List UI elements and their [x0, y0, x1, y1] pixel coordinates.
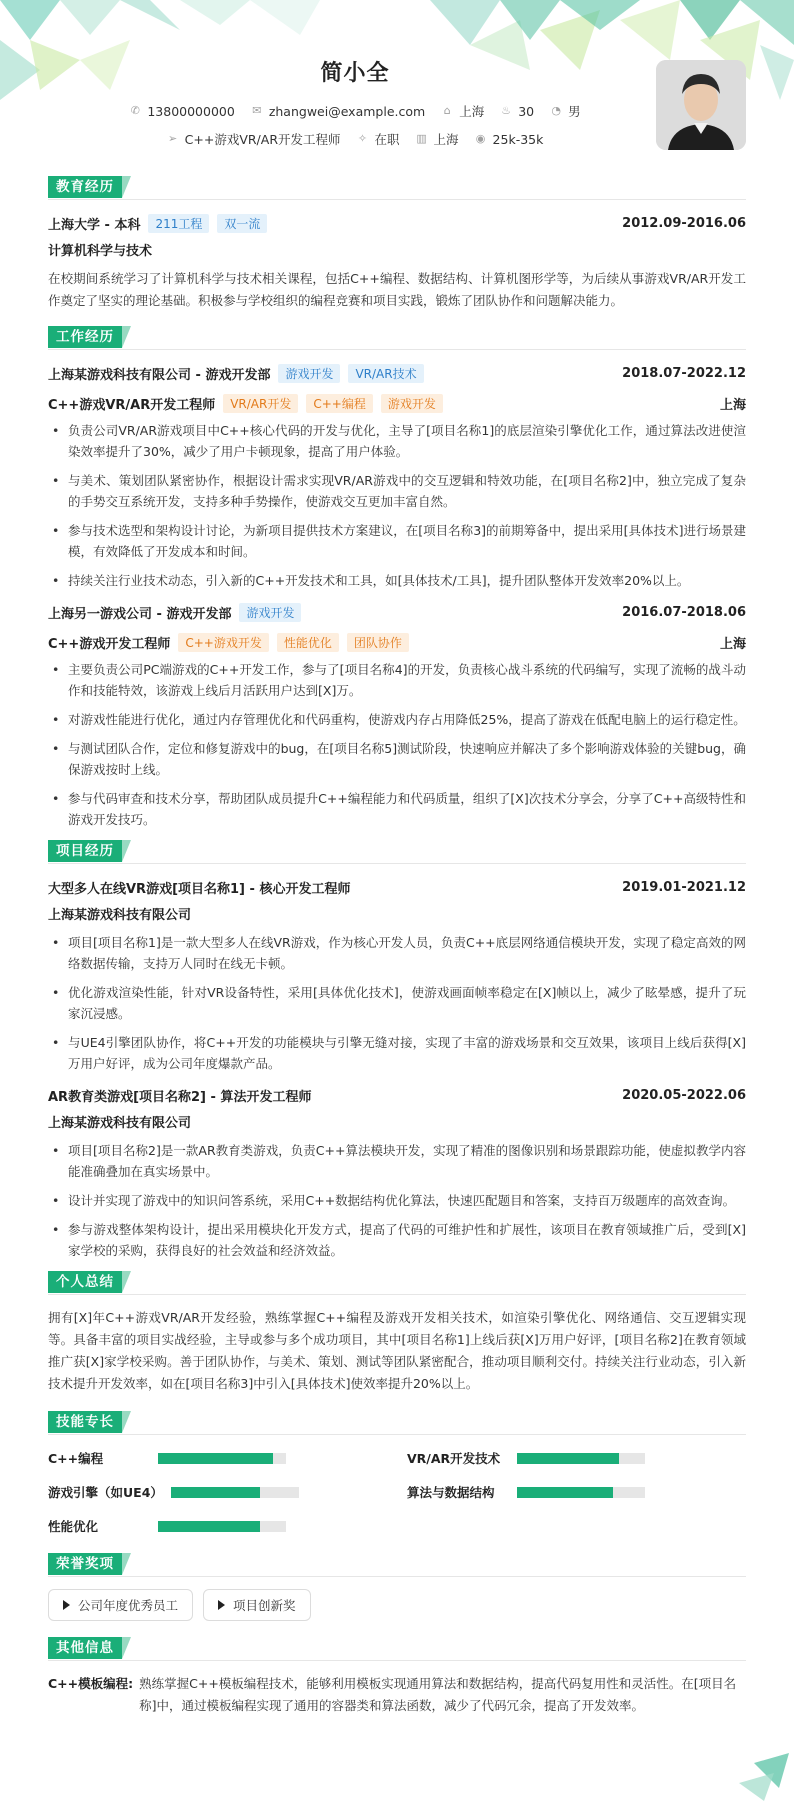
skill-name: 算法与数据结构: [407, 1485, 495, 1500]
project-name: 大型多人在线VR游戏[项目名称1] - 核心开发工程师: [48, 881, 351, 897]
other-header: [48, 1637, 746, 1661]
education-header: [48, 176, 746, 200]
honors-section: [48, 1553, 746, 1621]
summary-text: 拥有[X]年C++游戏VR/AR开发经验，熟练掌握C++编程及游戏开发相关技术，如渲染引擎优化、网络通信、交互逻辑实现等。具备丰富的项目实战经验，主导或参与多个成功项目，其中[项目名称1]上线后获[X]万用户好评，[项目名称2]在教育领域推广获[X]家学校采购。善于团队协作，与美术、策划、测试等团队紧密配合，推动项目顺利交付。持续关注行业动态，引入新技术提升开发效率，如在[项目名称3]中引入[具体技术]使效率提升20%以上。: [48, 1310, 746, 1391]
project-entry: [48, 1084, 746, 1261]
job-tag: 游戏开发: [239, 603, 301, 622]
list-item: • 优化游戏渲染性能，针对VR设备特性，采用[具体优化技术]，使游戏画面帧率稳定在[X]帧以上，减少了眩晕感，提升了玩家沉浸感。: [48, 982, 746, 1024]
salary-text: 25k-35k: [492, 131, 544, 147]
job-tag: 游戏开发: [278, 364, 340, 383]
resume-page: [48, 0, 746, 1717]
skill-bar: [158, 1453, 286, 1464]
location-item: [441, 102, 484, 120]
job-row: [48, 130, 662, 148]
cake-icon: ♨: [501, 104, 512, 117]
gender-text: 男: [568, 104, 581, 119]
phone-text: 13800000000: [147, 103, 235, 119]
job-city: 上海: [719, 636, 746, 652]
email-icon: ✉: [252, 104, 262, 117]
education-tag: 211工程: [148, 214, 209, 233]
skill-item: [48, 1447, 387, 1469]
skill-item: [407, 1447, 746, 1469]
project-company: 上海某游戏科技有限公司: [48, 1116, 192, 1131]
other-section: [48, 1637, 746, 1717]
status-icon: ✧: [357, 132, 368, 145]
list-item: • 项目[项目名称2]是一款AR教育类游戏，负责C++算法模块开发，实现了精准的图像识别和场景跟踪功能，使虚拟教学内容能准确叠加在真实场景中。: [48, 1140, 746, 1182]
work-header: [48, 326, 746, 350]
skill-bar: [158, 1521, 286, 1532]
skill-tag: 团队协作: [347, 633, 409, 652]
honor-label: 公司年度优秀员工: [78, 1598, 179, 1613]
education-title: 教育经历: [48, 176, 122, 198]
email-text: zhangwei@example.com: [268, 103, 426, 119]
skill-bar-fill: [517, 1453, 619, 1464]
home-icon: ⌂: [443, 104, 451, 117]
education-row: [48, 212, 746, 234]
skill-item: [48, 1515, 387, 1537]
summary-section: [48, 1271, 746, 1395]
avatar: [656, 60, 746, 150]
honor-badge: [48, 1589, 193, 1621]
job-entry: [48, 601, 746, 830]
location-text: 上海: [459, 104, 485, 119]
skill-bar-fill: [517, 1487, 613, 1498]
skill-name: C++编程: [48, 1451, 104, 1466]
skills-section: [48, 1411, 746, 1537]
skill-tag: VR/AR开发: [223, 394, 298, 413]
project-period: 2020.05-2022.06: [622, 1087, 746, 1103]
skills-header: [48, 1411, 746, 1435]
project-bullets: [48, 932, 746, 1074]
play-icon: [63, 1600, 70, 1610]
phone-item: [129, 104, 234, 119]
skill-bar: [517, 1453, 645, 1464]
status-text: 在职: [374, 132, 400, 147]
projects-section: [48, 840, 746, 1261]
skill-tag: 性能优化: [277, 633, 339, 652]
job-position: C++游戏开发工程师: [48, 636, 171, 652]
job-position: C++游戏VR/AR开发工程师: [48, 397, 216, 413]
email-item: [251, 104, 425, 119]
skill-item: [48, 1481, 387, 1503]
job-entry: [48, 362, 746, 591]
list-item: • 持续关注行业技术动态，引入新的C++开发技术和工具，如[具体技术/工具]，提升团队整体开发效率20%以上。: [48, 570, 746, 591]
education-section: [48, 176, 746, 312]
major: 计算机科学与技术: [48, 244, 153, 259]
projects-header: [48, 840, 746, 864]
job-title-text: C++游戏VR/AR开发工程师: [184, 132, 341, 147]
skill-bar-fill: [171, 1487, 261, 1498]
skill-tag: C++编程: [306, 394, 373, 413]
skill-name: VR/AR开发技术: [407, 1451, 501, 1466]
work-city-item: [416, 130, 459, 148]
job-period: 2018.07-2022.12: [622, 365, 746, 381]
money-icon: ◉: [475, 132, 486, 145]
list-item: • 设计并实现了游戏中的知识问答系统，采用C++数据结构优化算法，快速匹配题目和答案，支持百万级题库的高效查询。: [48, 1190, 746, 1211]
footer-decoration: [734, 1743, 794, 1803]
job-bullets: [48, 420, 746, 591]
skill-name: 游戏引擎（如UE4）: [48, 1485, 163, 1500]
list-item: • 与美术、策划团队紧密协作，根据设计需求实现VR/AR游戏中的交互逻辑和特效功能，在[项目名称2]中，独立完成了复杂的手势交互系统开发，支持多种手势操作，使游戏交互更加丰富自然。: [48, 470, 746, 512]
salary-item: [475, 132, 544, 147]
work-city-text: 上海: [433, 132, 459, 147]
job-tag: VR/AR技术: [348, 364, 423, 383]
project-name: AR教育类游戏[项目名称2] - 算法开发工程师: [48, 1089, 312, 1105]
skills-title: 技能专长: [48, 1411, 122, 1433]
school-name: 上海大学 - 本科: [48, 217, 141, 233]
play-icon: [218, 1600, 225, 1610]
projects-title: 项目经历: [48, 840, 122, 862]
list-item: • 参与游戏整体架构设计，提出采用模块化开发方式，提高了代码的可维护性和扩展性，该项目在教育领域推广后，受到[X]家学校的采购，获得良好的社会效益和经济效益。: [48, 1219, 746, 1261]
contact-row: [48, 102, 662, 120]
other-item: [48, 1673, 746, 1717]
list-item: • 对游戏性能进行优化，通过内存管理优化和代码重构，使游戏内存占用降低25%，提高了游戏在低配电脑上的运行稳定性。: [48, 709, 746, 730]
skills-grid: [48, 1447, 746, 1537]
project-period: 2019.01-2021.12: [622, 879, 746, 895]
skill-bar-fill: [158, 1521, 260, 1532]
send-icon: ➢: [168, 132, 178, 145]
honor-badge: [203, 1589, 311, 1621]
job-title-item: [167, 130, 341, 148]
honor-label: 项目创新奖: [233, 1598, 296, 1613]
honors-header: [48, 1553, 746, 1577]
company-name: 上海另一游戏公司 - 游戏开发部: [48, 606, 232, 622]
other-label: C++模板编程:: [48, 1676, 134, 1691]
work-title: 工作经历: [48, 326, 122, 348]
building-icon: ▥: [416, 132, 427, 145]
list-item: • 负责公司VR/AR游戏项目中C++核心代码的开发与优化，主导了[项目名称1]的底层渲染引擎优化工作，通过算法改进使渲染效率提升了30%，减少了用户卡顿现象，提高了用户体验。: [48, 420, 746, 462]
resume-header: [48, 0, 746, 170]
skill-bar: [171, 1487, 299, 1498]
list-item: • 与UE4引擎团队协作，将C++开发的功能模块与引擎无缝对接，实现了丰富的游戏场景和交互效果，该项目上线后获得[X]万用户好评，成为公司年度爆款产品。: [48, 1032, 746, 1074]
skill-bar-fill: [158, 1453, 273, 1464]
status-item: [357, 130, 400, 148]
list-item: • 项目[项目名称1]是一款大型多人在线VR游戏，作为核心开发人员，负责C++底层网络通信模块开发，实现了稳定高效的网络数据传输，支持万人同时在线无卡顿。: [48, 932, 746, 974]
job-city: 上海: [719, 397, 746, 413]
work-section: [48, 326, 746, 830]
list-item: • 与测试团队合作，定位和修复游戏中的bug，在[项目名称5]测试阶段，快速响应并解决了多个影响游戏体验的关键bug，确保游戏按时上线。: [48, 738, 746, 780]
education-description: 在校期间系统学习了计算机科学与技术相关课程，包括C++编程、数据结构、计算机图形学等，为后续从事游戏VR/AR开发工作奠定了坚实的理论基础。积极参与学校组织的编程竞赛和项目实践，锻炼了团队协作和问题解决能力。: [48, 271, 746, 308]
summary-header: [48, 1271, 746, 1295]
project-bullets: [48, 1140, 746, 1261]
other-text: 熟练掌握C++模板编程技术，能够利用模板实现通用算法和数据结构，提高代码复用性和灵活性。在[项目名称]中，通过模板编程实现了通用的容器类和算法函数，减少了代码冗余，提高了开发效率。: [139, 1676, 737, 1713]
honors-title: 荣誉奖项: [48, 1553, 122, 1575]
list-item: • 参与技术选型和架构设计讨论，为新项目提供技术方案建议，在[项目名称3]的前期筹备中，提出采用[具体技术]进行场景建模，有效降低了开发成本和时间。: [48, 520, 746, 562]
skill-tag: 游戏开发: [381, 394, 443, 413]
gender-icon: ◔: [551, 104, 561, 117]
education-period: 2012.09-2016.06: [622, 215, 746, 231]
age-item: [500, 104, 534, 119]
other-title: 其他信息: [48, 1637, 122, 1659]
age-text: 30: [518, 103, 535, 119]
skill-item: [407, 1481, 746, 1503]
honors-list: [48, 1589, 746, 1621]
company-name: 上海某游戏科技有限公司 - 游戏开发部: [48, 367, 271, 383]
education-tag: 双一流: [217, 214, 267, 233]
list-item: • 主要负责公司PC端游戏的C++开发工作，参与了[项目名称4]的开发，负责核心战斗系统的代码编写，实现了流畅的战斗动作和技能特效，该游戏上线后月活跃用户达到[X]万。: [48, 659, 746, 701]
candidate-name: 简小全: [320, 61, 390, 86]
list-item: • 参与代码审查和技术分享，帮助团队成员提升C++编程能力和代码质量，组织了[X]次技术分享会，分享了C++高级特性和游戏开发技巧。: [48, 788, 746, 830]
job-period: 2016.07-2018.06: [622, 604, 746, 620]
phone-icon: ✆: [130, 104, 140, 117]
summary-title: 个人总结: [48, 1271, 122, 1293]
project-company: 上海某游戏科技有限公司: [48, 908, 192, 923]
gender-item: [550, 102, 581, 120]
job-bullets: [48, 659, 746, 830]
skill-tag: C++游戏开发: [178, 633, 269, 652]
skill-name: 性能优化: [48, 1519, 99, 1534]
project-entry: [48, 876, 746, 1074]
skill-bar: [517, 1487, 645, 1498]
